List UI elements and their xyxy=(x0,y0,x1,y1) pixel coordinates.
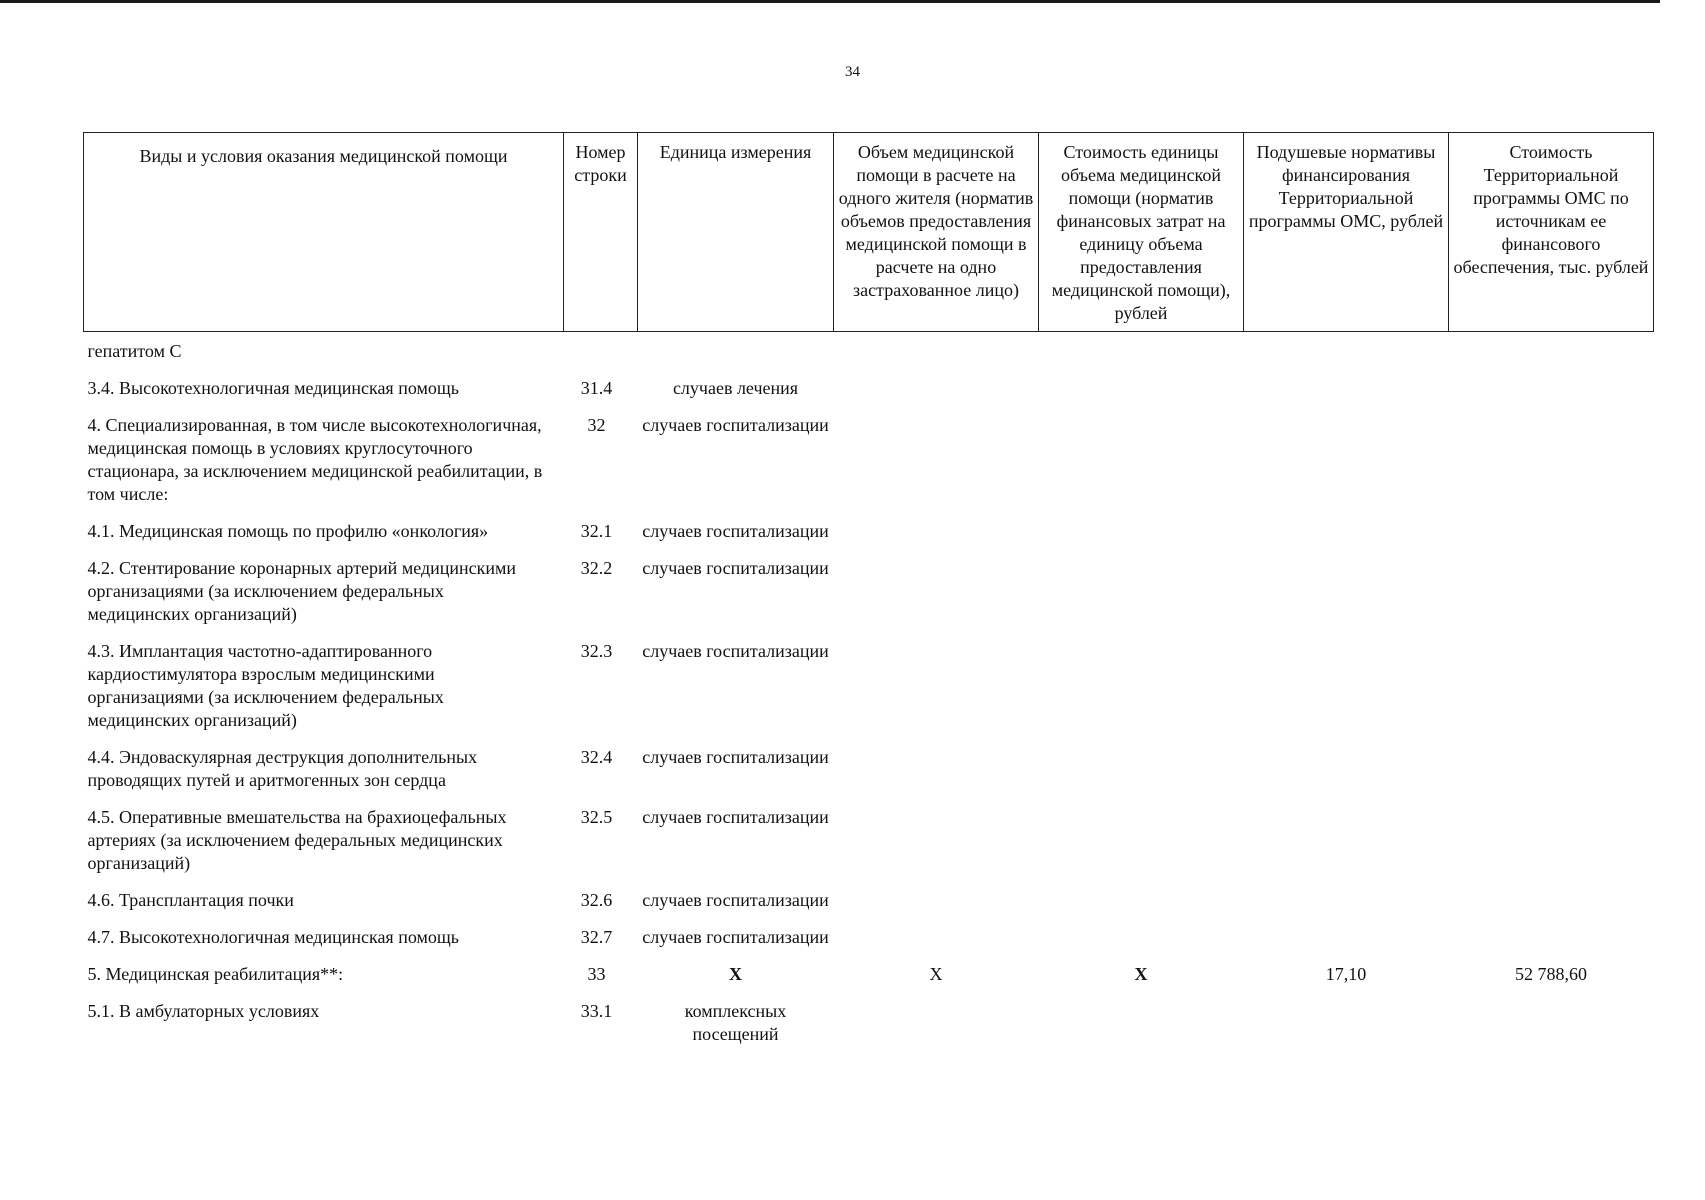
row-care-type: 4.6. Трансплантация почки xyxy=(87,890,294,910)
row-per-capita: 17,10 xyxy=(1325,964,1367,984)
row-total-cost xyxy=(1449,377,1654,414)
row-volume xyxy=(834,1000,1039,1060)
row-volume xyxy=(834,640,1039,746)
row-number: 33 xyxy=(587,964,606,984)
row-unit-cost xyxy=(1039,1000,1244,1060)
table-row xyxy=(84,377,1654,414)
row-care-type: 4.5. Оперативные вмешательства на брахиоцефальных артериях (за исключением федеральных медицинских организаций) xyxy=(87,807,507,873)
header-unit-cost: Стоимость единицы объема медицинской помощи (норматив финансовых затрат на единицу объема предоставления медицинской помощи), рублей xyxy=(1039,133,1244,332)
row-unit: случаев госпитализации xyxy=(642,641,829,661)
table-row xyxy=(84,1000,1654,1060)
row-unit-cost xyxy=(1039,414,1244,520)
header-total-cost: Стоимость Территориальной программы ОМС по источникам ее финансового обеспечения, тыс. рублей xyxy=(1449,133,1654,332)
row-per-capita xyxy=(1244,414,1449,520)
row-number: 32 xyxy=(587,415,606,435)
row-number: 32.1 xyxy=(580,521,613,541)
row-care-type: гепатитом С xyxy=(87,341,182,361)
row-total-cost xyxy=(1449,332,1654,378)
row-number: 31.4 xyxy=(580,378,613,398)
row-unit: случаев госпитализации xyxy=(642,927,829,947)
row-per-capita xyxy=(1244,557,1449,640)
row-care-type: 5.1. В амбулаторных условиях xyxy=(87,1001,320,1021)
row-total-cost xyxy=(1449,640,1654,746)
row-unit: случаев госпитализации xyxy=(642,807,829,827)
row-volume: Х xyxy=(929,964,943,984)
row-total-cost xyxy=(1449,520,1654,557)
row-volume xyxy=(834,806,1039,889)
table-row xyxy=(84,746,1654,806)
row-unit-cost xyxy=(1039,889,1244,926)
row-per-capita xyxy=(1244,926,1449,963)
row-number: 32.5 xyxy=(580,807,613,827)
row-total-cost: 52 788,60 xyxy=(1515,964,1587,984)
table-row xyxy=(84,889,1654,926)
row-number: 33.1 xyxy=(580,1001,613,1021)
row-unit: случаев госпитализации xyxy=(642,747,829,767)
row-volume xyxy=(834,889,1039,926)
row-care-type: 4.4. Эндоваскулярная деструкция дополнительных проводящих путей и аритмогенных зон сердца xyxy=(87,747,478,790)
table-row xyxy=(84,332,1654,378)
row-per-capita xyxy=(1244,806,1449,889)
row-number: 32.6 xyxy=(580,890,613,910)
row-total-cost xyxy=(1449,557,1654,640)
row-care-type: 3.4. Высокотехнологичная медицинская помощь xyxy=(87,378,459,398)
table-row xyxy=(84,806,1654,889)
row-unit: случаев госпитализации xyxy=(642,521,829,541)
row-number: 32.3 xyxy=(580,641,613,661)
row-unit-cost xyxy=(1039,806,1244,889)
row-care-type: 4.3. Имплантация частотно-адаптированного кардиостимулятора взрослым медицинскими организациями (за исключением федеральных медицинских организаций) xyxy=(87,641,444,730)
row-unit: случаев госпитализации xyxy=(642,558,829,578)
table-header-row xyxy=(84,133,1654,332)
row-total-cost xyxy=(1449,1000,1654,1060)
row-total-cost xyxy=(1449,926,1654,963)
row-per-capita xyxy=(1244,520,1449,557)
row-volume xyxy=(834,746,1039,806)
row-unit xyxy=(638,332,834,378)
row-total-cost xyxy=(1449,414,1654,520)
row-per-capita xyxy=(1244,377,1449,414)
table-row xyxy=(84,926,1654,963)
row-unit-cost xyxy=(1039,746,1244,806)
row-per-capita xyxy=(1244,1000,1449,1060)
row-care-type: 4.7. Высокотехнологичная медицинская помощь xyxy=(87,927,459,947)
page-number: 34 xyxy=(845,64,860,80)
row-number: 32.7 xyxy=(580,927,613,947)
row-unit: случаев госпитализации xyxy=(642,890,829,910)
row-unit-cost: Х xyxy=(1134,964,1148,984)
row-care-type: 5. Медицинская реабилитация**: xyxy=(87,964,344,984)
row-unit: Х xyxy=(729,964,742,984)
row-unit: случаев лечения xyxy=(672,378,799,398)
row-volume xyxy=(834,520,1039,557)
row-volume xyxy=(834,926,1039,963)
row-unit: случаев госпитализации xyxy=(642,415,829,435)
row-unit-cost xyxy=(1039,520,1244,557)
row-unit-cost xyxy=(1039,377,1244,414)
row-unit-cost xyxy=(1039,640,1244,746)
row-total-cost xyxy=(1449,746,1654,806)
medical-care-table xyxy=(83,132,1654,1060)
row-volume xyxy=(834,332,1039,378)
row-care-type: 4. Специализированная, в том числе высокотехнологичная, медицинская помощь в условиях круглосуточного стационара, за исключением медицинской реабилитации, в том числе: xyxy=(87,415,543,504)
row-per-capita xyxy=(1244,640,1449,746)
table-row xyxy=(84,640,1654,746)
row-volume xyxy=(834,414,1039,520)
row-volume xyxy=(834,557,1039,640)
row-unit: комплексных посещений xyxy=(684,1001,787,1044)
table-row xyxy=(84,963,1654,1000)
row-unit-cost xyxy=(1039,332,1244,378)
row-unit-cost xyxy=(1039,557,1244,640)
table-row xyxy=(84,520,1654,557)
header-row-number: Номер строки xyxy=(564,133,638,332)
header-unit: Единица измерения xyxy=(638,133,834,332)
row-unit-cost xyxy=(1039,926,1244,963)
row-care-type: 4.2. Стентирование коронарных артерий медицинскими организациями (за исключением федеральных медицинских организаций) xyxy=(87,558,517,624)
row-total-cost xyxy=(1449,806,1654,889)
row-number xyxy=(564,332,638,378)
row-total-cost xyxy=(1449,889,1654,926)
row-number: 32.2 xyxy=(580,558,613,578)
row-per-capita xyxy=(1244,746,1449,806)
row-per-capita xyxy=(1244,889,1449,926)
table-row xyxy=(84,557,1654,640)
row-volume xyxy=(834,377,1039,414)
table-row xyxy=(84,414,1654,520)
row-per-capita xyxy=(1244,332,1449,378)
row-number: 32.4 xyxy=(580,747,613,767)
header-care-type: Виды и условия оказания медицинской помощи xyxy=(84,133,564,332)
header-volume: Объем медицинской помощи в расчете на одного жителя (норматив объемов предоставления медицинской помощи в расчете на одно застрахованное лицо) xyxy=(834,133,1039,332)
top-border-line xyxy=(0,0,1660,3)
header-per-capita: Подушевые нормативы финансирования Территориальной программы ОМС, рублей xyxy=(1244,133,1449,332)
row-care-type: 4.1. Медицинская помощь по профилю «онкология» xyxy=(87,521,489,541)
